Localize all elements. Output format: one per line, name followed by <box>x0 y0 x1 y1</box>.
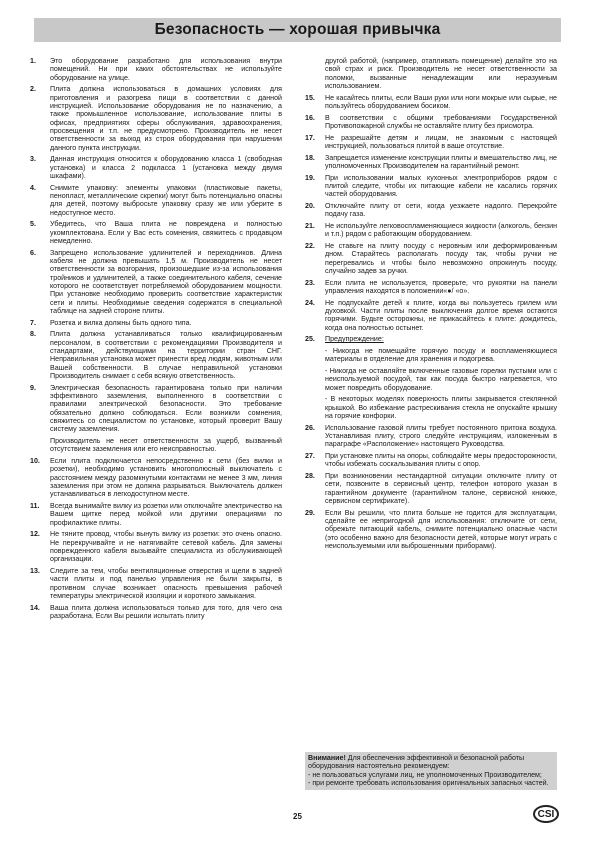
item-number: 5. <box>30 220 36 229</box>
list-item <box>305 472 557 505</box>
list-item <box>30 319 282 327</box>
item-number: 24. <box>305 298 315 307</box>
warning-box <box>305 752 557 790</box>
list-item <box>305 154 557 171</box>
item-number: 2. <box>30 85 36 94</box>
list-item <box>30 330 282 380</box>
item-text: Если плита не используется, проверьте, что рукоятки на панели управления находятся в положении«●/ «о». <box>325 278 557 295</box>
list-item <box>305 299 557 332</box>
logo-text: CSI <box>537 808 555 820</box>
list-item <box>305 202 557 219</box>
item-text: При установке плиты на опоры, соблюдайте меры предосторожности, чтобы избежать соскальзывания плиты с опор. <box>325 451 557 469</box>
item-text: Всегда вынимайте вилку из розетки или отключайте электричество на Вашем щитке перед мойкой или другими операциями по профилактике плиты. <box>50 502 282 527</box>
item-number: 29. <box>305 508 315 517</box>
list-item <box>30 604 282 621</box>
item-number: 7. <box>30 318 36 327</box>
brand-logo <box>533 805 559 823</box>
item-text: Запрещается изменение конструкции плиты и вмешательство лиц, не уполномоченных Производителем на гарантийный ремонт. <box>325 153 557 170</box>
item-text: Не ставьте на плиту посуду с неровным или деформированным дном. Старайтесь располагать посуду так, чтобы ручки не перегревались и чтобы было невозможно опрокинуть посуду, случайно задев за ручки. <box>325 241 557 275</box>
item-text: Электрическая безопасность гарантирована только при наличии эффективного заземления, выполненного в соответствии с правилами электрической безопасности. Это требование обязательно должно соблюдаться. Если возникли сомнения, свяжитесь со специалистом по установке, который проверит Вашу систему заземления. <box>50 383 282 434</box>
item-number: 22. <box>305 241 315 250</box>
list-item <box>305 134 557 151</box>
list-item <box>305 114 557 131</box>
list-item-continuation: Производитель не несет ответственности за ущерб, вызванный отсутствием заземления или его неисправностью. <box>50 437 282 454</box>
item-text: Отключайте плиту от сети, когда уезжаете надолго. Перекройте подачу газа. <box>325 201 557 219</box>
list-item <box>30 457 282 499</box>
list-item <box>305 242 557 275</box>
list-item <box>30 57 282 82</box>
item-text: Снимите упаковку: элементы упаковки (пластиковые пакеты, пенопласт, металлические скрепки) могут быть потенциально опасны для детей, поэтому выбросьте упаковку сразу же или уберите в недоступное место. <box>50 183 282 217</box>
item-number: 6. <box>30 248 36 257</box>
left-column <box>30 57 282 624</box>
item-number: 4. <box>30 183 36 192</box>
list-item <box>30 530 282 563</box>
item-text: Плита должна устанавливаться только квалифицированным персоналом, в соответствии с рекомендациями Производителя и стандартами, действующими на территории стран СНГ. Неправильная установка может принести вред людям, животным или Вашей собственности. В случае неправильной установки Производитель снимает с себя всякую ответственность. <box>50 330 282 381</box>
list-item <box>30 567 282 600</box>
list-item-continuation: - Никогда не оставляйте включенные газовые горелки пустыми или с неиспользуемой посудой, так как посуда быстро нагревается, что может повредить оборудование. <box>325 366 557 392</box>
list-item <box>305 335 557 343</box>
warning-line: - не пользоваться услугами лиц, не уполномоченных Производителем; <box>308 770 542 779</box>
item-text: При возникновении нестандартной ситуации отключите плиту от сети, позвоните в сервисный центр, телефон которого указан в гарантийном документе (гарантийном талоне, сервисной книжке, сервисном сертификате). <box>325 471 557 505</box>
item-number: 10. <box>30 457 40 466</box>
list-item <box>30 184 282 217</box>
item-number: 9. <box>30 383 36 392</box>
item-text: Розетка и вилка должны быть одного типа. <box>50 318 192 327</box>
item-number: 26. <box>305 423 315 432</box>
item-text: В соответствии с общими требованиями Государственной Противопожарной службы не оставляйте плиту без присмотра. <box>325 113 557 130</box>
item-text: Если плита подключается непосредственно к сети (без вилки и розетки), необходимо установить многополюсный выключатель с расстоянием между разомкнутыми контактами не менее 3 мм, линия заземления при этом не должна разрываться. Выключатель должен устанавливаться в легкодоступном месте. <box>50 457 282 499</box>
item-text: При использовании малых кухонных электроприборов рядом с плитой следите, чтобы их питающие кабели не касались горячих частей оборудования. <box>325 173 557 199</box>
item-text: Убедитесь, что Ваша плита не повреждена и полностью укомплектована. Если у Вас есть сомнения, свяжитесь с продавцом немедленно. <box>50 220 282 246</box>
item-text: Это оборудование разработано для использования внутри помещений. Ни при каких обстоятельствах не используйте оборудование на улице. <box>50 57 282 82</box>
list-item-continuation: другой работой, (например, отапливать помещение) делайте это на свой страх и риск. Производитель не несет ответственности за поломки, вызванные ненадлежащим или неразумным использованием. <box>325 57 557 91</box>
warning-line: - при ремонте требовать использования оригинальных запасных частей. <box>308 779 549 788</box>
item-number: 27. <box>305 451 315 460</box>
item-number: 13. <box>30 567 40 576</box>
list-item <box>30 85 282 152</box>
list-item-continuation: - В некоторых моделях поверхность плиты закрывается стеклянной крышкой. Во избежание растрескивания стекла не опускайте крышку на горячие конфорки. <box>325 395 557 420</box>
item-text: Не разрешайте детям и лицам, не знакомым с настоящей инструкцией, пользоваться плитой в ваше отсутствие. <box>325 133 557 150</box>
item-number: 19. <box>305 173 315 182</box>
item-number: 17. <box>305 133 315 142</box>
warning-intro: Для обеспечения эффективной и безопасной работы оборудования настоятельно рекомендуем: <box>308 754 525 771</box>
item-number: 25. <box>305 335 315 344</box>
list-item <box>30 384 282 434</box>
list-item <box>305 279 557 296</box>
list-item <box>30 220 282 245</box>
list-item <box>305 452 557 469</box>
item-text: Данная инструкция относится к оборудованию класса 1 (свободная установка) и класса 2 подкласса 1 (установка между двумя шкафами). <box>50 155 282 181</box>
item-text: Если Вы решили, что плита больше не годится для эксплуатации, сделайте ее непригодной для использования: отключите от сети, обрежьте питающий кабель, снимите потенциально опасные части (это особенно важно для безопасности детей, которые могут играть с неиспользуемыми или выброшенными приборами). <box>325 508 557 550</box>
item-number: 28. <box>305 471 315 480</box>
list-item <box>305 94 557 111</box>
item-text: Не используйте легковоспламеняющиеся жидкости (алкоголь, бензин и т.п.) рядом с работающим оборудованием. <box>325 221 557 239</box>
item-text: Ваша плита должна использоваться только для того, для чего она разработана. Если Вы решили испытать плиту <box>50 603 282 621</box>
item-number: 18. <box>305 153 315 162</box>
item-text: Плита должна использоваться в домашних условиях для приготовления и разогрева пищи в соответствии с данной инструкцией. Использование оборудования не по назначению, а также промышленное использование, использование плиты в офисах, предприятиях сферы обслуживания, здравоохранения, просвещения и т.п. не предусмотрено. Производитель не несет ответственности за выход из строя оборудования при нарушении данного пункта инструкции. <box>50 85 282 152</box>
item-text: Использование газовой плиты требует постоянного притока воздуха. Устанавливая плиту, строго следуйте инструкциям, изложенным в параграфе «Расположение» настоящего Руководства. <box>325 423 557 449</box>
page-number: 25 <box>293 812 302 821</box>
item-number: 20. <box>305 201 315 210</box>
item-number: 14. <box>30 603 40 612</box>
page-title: Безопасность — хорошая привычка <box>154 21 441 38</box>
item-number: 16. <box>305 113 315 122</box>
item-text: Не подпускайте детей к плите, когда вы пользуетесь грилем или духовкой. Части плиты после выключения долгое время остаются горячими. Будьте осторожны, не прикасайтесь к плите: дождитесь, когда она полностью остынет. <box>325 298 557 332</box>
list-item <box>30 502 282 527</box>
item-number: 15. <box>305 93 315 102</box>
list-item <box>305 222 557 239</box>
list-item <box>30 249 282 316</box>
item-text: Запрещено использование удлинителей и переходников. Длина кабеля не должна превышать 1,5 м. Производитель не несет ответственности за возгорания, произошедшие из-за использования тройников и удлинителей, а также соединительного кабеля, сечение которого не соответствует потребляемой оборудованием мощности. При установке необходимо проверить соответствие характеристик сети и плиты. Необходимые сведения содержатся в специальной таблице на задней стороне плиты. <box>50 248 282 316</box>
item-number: 23. <box>305 278 315 287</box>
list-item <box>30 155 282 180</box>
item-number: 12. <box>30 530 40 539</box>
item-text: Следите за тем, чтобы вентиляционные отверстия и щели в задней части плиты и под панелью управления не были закрыты, в противном случае возникает опасность превышения рабочей температуры электрической изоляции и короткого замыкания. <box>50 567 282 601</box>
list-item <box>305 509 557 551</box>
list-item <box>305 174 557 199</box>
item-number: 3. <box>30 155 36 164</box>
list-item <box>305 424 557 449</box>
warning-label: Внимание! <box>308 754 346 762</box>
list-item-continuation: - Никогда не помещайте горячую посуду и воспламеняющиеся материалы в отделение для хранения и подогрева. <box>325 346 557 364</box>
item-text: Предупреждение: <box>325 335 384 344</box>
item-number: 21. <box>305 221 315 230</box>
item-number: 11. <box>30 502 40 511</box>
right-column <box>305 57 557 554</box>
item-text: Не касайтесь плиты, если Ваши руки или ноги мокрые или сырые, не пользуйтесь оборудованием босиком. <box>325 93 557 111</box>
item-number: 8. <box>30 330 36 339</box>
item-text: Не тяните провод, чтобы вынуть вилку из розетки: это очень опасно. Не перекручивайте и не натягивайте сетевой кабель. Для замены поврежденного кабеля вызывайте специалиста из обслуживающей организации. <box>50 530 282 564</box>
item-number: 1. <box>30 57 36 65</box>
title-bar <box>34 18 561 42</box>
